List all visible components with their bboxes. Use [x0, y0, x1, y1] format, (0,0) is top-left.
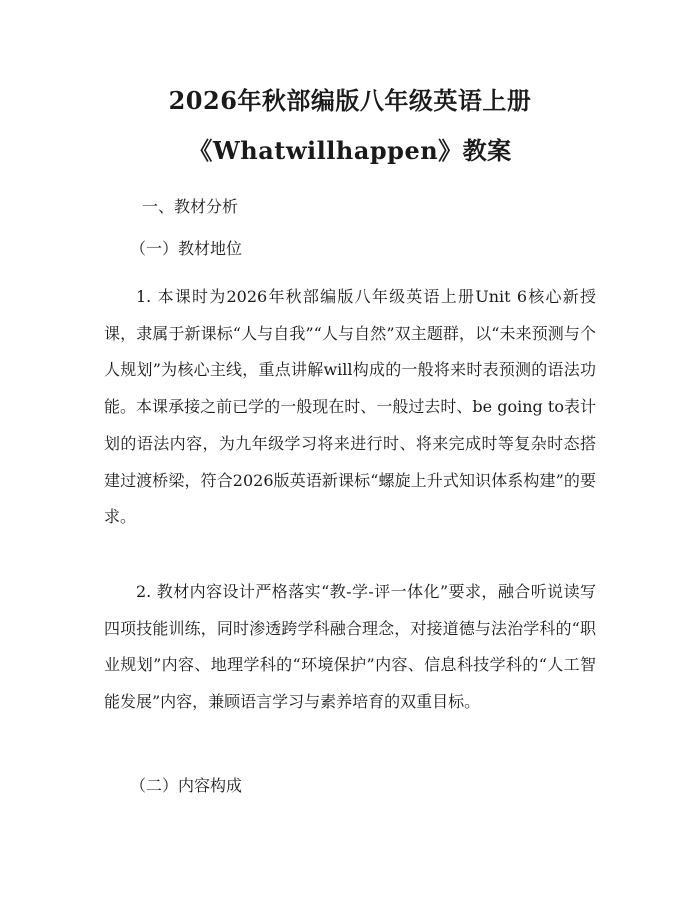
paragraph-1: 1. 本课时为2026年秋部编版八年级英语上册Unit 6核心新授课，隶属于新课标“人与自我”“人与自然”双主题群，以“未来预测与个人规划”为核心主线，重点讲解will构成的一般将来时表预测的语法功能。本课承接之前已学的一般现在时、一般过去时、be going to表计划的语法内容，为九年级学习将来进行时、将来完成时等复杂时态搭建过渡桥梁，符合2026版英语新课标“螺旋上升式知识体系构建”的要求。: [104, 287, 596, 527]
subsection-heading-content-structure: （二）内容构成: [130, 776, 243, 795]
document-title-line-1: 2026年秋部编版八年级英语上册: [168, 86, 532, 115]
document-title-line-2: 《Whatwillhappen》教案: [188, 136, 512, 165]
subsection-heading-textbook-status: （一）教材地位: [130, 239, 243, 258]
paragraph-2: 2. 教材内容设计严格落实“教-学-评一体化”要求，融合听说读写四项技能训练，同时渗透跨学科融合理念，对接道德与法治学科的“职业规划”内容、地理学科的“环境保护”内容、信息科技学科的“人工智能发展”内容，兼顾语言学习与素养培育的双重目标。: [104, 582, 596, 712]
section-heading-textbook-analysis: 一、教材分析: [142, 197, 239, 216]
